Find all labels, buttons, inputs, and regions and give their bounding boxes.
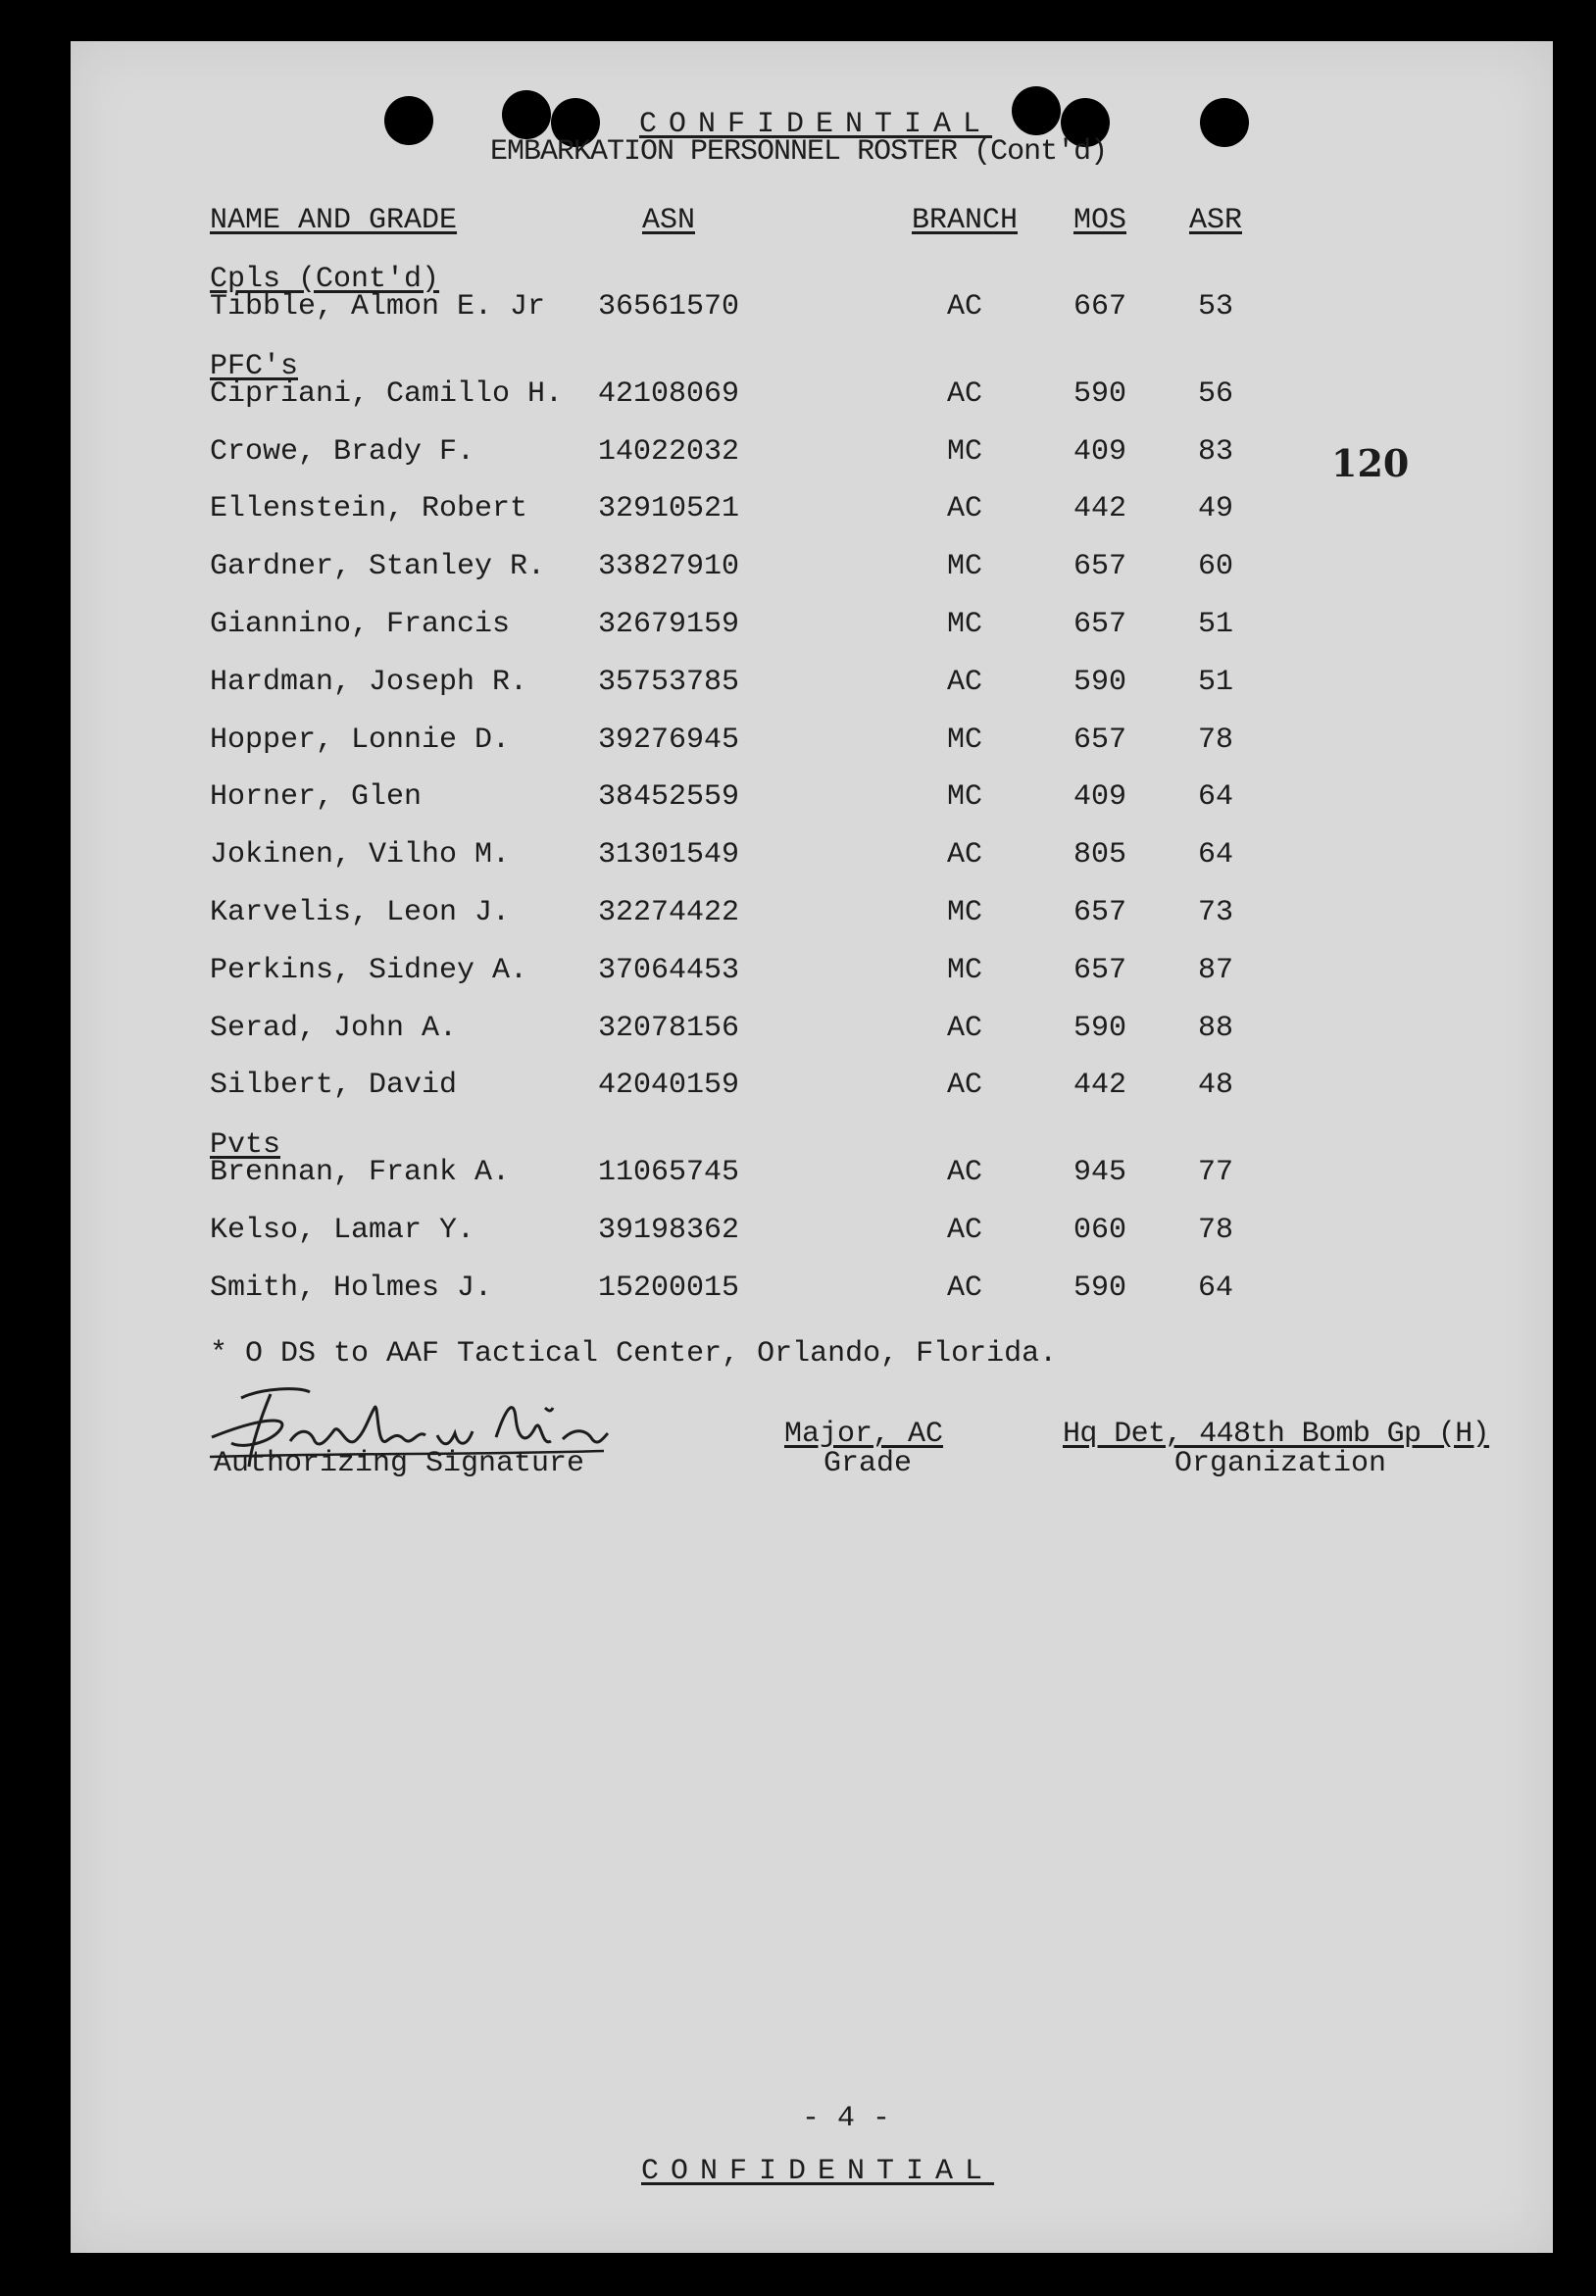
cell-asn: 32078156 [597, 1011, 740, 1045]
cell-branch: MC [946, 550, 982, 584]
cell-name: Gardner, Stanley R. [210, 550, 546, 584]
cell-asn: 11065745 [597, 1156, 740, 1190]
cell-asr: 78 [1197, 723, 1233, 757]
cell-branch: MC [946, 723, 982, 757]
cell-mos: 657 [1072, 608, 1126, 641]
cell-mos: 590 [1072, 376, 1126, 411]
group-heading: Pvts [210, 1128, 281, 1163]
cell-asn: 32910521 [597, 492, 740, 526]
grade-value: Major, AC [784, 1418, 944, 1451]
cell-name: Smith, Holmes J. [210, 1271, 493, 1305]
cell-mos: 657 [1072, 896, 1126, 929]
cell-branch: MC [946, 434, 982, 469]
cell-asn: 36561570 [597, 290, 740, 324]
cell-branch: MC [946, 608, 982, 641]
cell-name: Cipriani, Camillo H. [210, 376, 564, 411]
cell-branch: AC [946, 376, 982, 411]
cell-branch: MC [946, 953, 982, 987]
cell-branch: AC [946, 290, 982, 324]
column-header-asn: ASN [641, 204, 695, 237]
cell-branch: AC [946, 1271, 982, 1305]
column-header-name: NAME AND GRADE [210, 204, 458, 237]
punch-hole [502, 90, 551, 139]
cell-asn: 38452559 [597, 780, 740, 815]
cell-branch: MC [946, 780, 982, 815]
cell-asr: 64 [1197, 780, 1233, 815]
cell-name: Tibble, Almon E. Jr [210, 290, 546, 324]
cell-branch: AC [946, 1069, 982, 1103]
cell-mos: 590 [1072, 1011, 1126, 1045]
cell-asr: 49 [1197, 492, 1233, 526]
cell-asr: 60 [1197, 550, 1233, 584]
column-header-asr: ASR [1188, 204, 1242, 237]
cell-name: Kelso, Lamar Y. [210, 1214, 475, 1247]
cell-mos: 805 [1072, 838, 1126, 873]
cell-asn: 31301549 [597, 838, 740, 873]
cell-asr: 77 [1197, 1156, 1233, 1190]
cell-name: Hardman, Joseph R. [210, 665, 528, 699]
cell-name: Crowe, Brady F. [210, 434, 475, 469]
cell-asn: 39276945 [597, 723, 740, 757]
footnote: * O DS to AAF Tactical Center, Orlando, Florida. [210, 1337, 1058, 1371]
cell-mos: 442 [1072, 1069, 1126, 1103]
cell-branch: AC [946, 838, 982, 873]
header-classification: CONFIDENTIAL [639, 108, 993, 141]
organization-label: Organization [1174, 1447, 1387, 1480]
cell-branch: AC [946, 1214, 982, 1247]
group-heading: Cpls (Cont'd) [210, 263, 440, 296]
grade-label: Grade [823, 1447, 913, 1480]
cell-asr: 53 [1197, 290, 1233, 324]
cell-mos: 442 [1072, 492, 1126, 526]
cell-asn: 33827910 [597, 550, 740, 584]
cell-asr: 51 [1197, 608, 1233, 641]
organization-value: Hq Det, 448th Bomb Gp (H) [1063, 1418, 1490, 1451]
column-header-branch: BRANCH [911, 204, 1019, 237]
roster-title: EMBARKATION PERSONNEL ROSTER (Cont'd) [490, 135, 1108, 169]
footer-classification: CONFIDENTIAL [641, 2155, 995, 2188]
cell-mos: 060 [1072, 1214, 1126, 1247]
cell-name: Serad, John A. [210, 1011, 458, 1045]
cell-asn: 42108069 [597, 376, 740, 411]
cell-name: Karvelis, Leon J. [210, 896, 511, 929]
column-header-mos: MOS [1072, 204, 1126, 237]
cell-name: Brennan, Frank A. [210, 1156, 511, 1190]
cell-name: Hopper, Lonnie D. [210, 723, 511, 757]
document-page [71, 41, 1553, 2253]
group-heading: PFC's [210, 349, 299, 383]
cell-asn: 39198362 [597, 1214, 740, 1247]
cell-branch: AC [946, 1011, 982, 1045]
cell-mos: 409 [1072, 780, 1126, 815]
cell-asn: 14022032 [597, 434, 740, 469]
cell-asn: 15200015 [597, 1271, 740, 1305]
cell-asn: 35753785 [597, 665, 740, 699]
cell-asr: 64 [1197, 1271, 1233, 1305]
cell-mos: 945 [1072, 1156, 1126, 1190]
punch-hole [384, 96, 433, 145]
cell-asn: 32679159 [597, 608, 740, 641]
cell-mos: 590 [1072, 665, 1126, 699]
cell-asr: 78 [1197, 1214, 1233, 1247]
cell-mos: 590 [1072, 1271, 1126, 1305]
cell-asr: 73 [1197, 896, 1233, 929]
cell-name: Horner, Glen [210, 780, 423, 815]
cell-name: Perkins, Sidney A. [210, 953, 528, 987]
page-number: - 4 - [802, 2102, 891, 2135]
cell-asr: 56 [1197, 376, 1233, 411]
cell-branch: AC [946, 492, 982, 526]
page-stamp-number: 120 [1331, 441, 1410, 485]
cell-asr: 48 [1197, 1069, 1233, 1103]
punch-hole [1200, 98, 1249, 147]
cell-name: Ellenstein, Robert [210, 492, 528, 526]
cell-mos: 657 [1072, 723, 1126, 757]
signature-label: Authorizing Signature [214, 1447, 585, 1480]
cell-mos: 667 [1072, 290, 1126, 324]
cell-asr: 64 [1197, 838, 1233, 873]
cell-mos: 409 [1072, 434, 1126, 469]
cell-name: Silbert, David [210, 1069, 458, 1103]
cell-branch: MC [946, 896, 982, 929]
cell-name: Giannino, Francis [210, 608, 511, 641]
cell-asr: 87 [1197, 953, 1233, 987]
cell-asr: 83 [1197, 434, 1233, 469]
cell-branch: AC [946, 665, 982, 699]
cell-mos: 657 [1072, 953, 1126, 987]
punch-hole [1012, 86, 1061, 135]
cell-asr: 88 [1197, 1011, 1233, 1045]
cell-name: Jokinen, Vilho M. [210, 838, 511, 873]
cell-asr: 51 [1197, 665, 1233, 699]
cell-branch: AC [946, 1156, 982, 1190]
cell-mos: 657 [1072, 550, 1126, 584]
cell-asn: 37064453 [597, 953, 740, 987]
cell-asn: 32274422 [597, 896, 740, 929]
cell-asn: 42040159 [597, 1069, 740, 1103]
